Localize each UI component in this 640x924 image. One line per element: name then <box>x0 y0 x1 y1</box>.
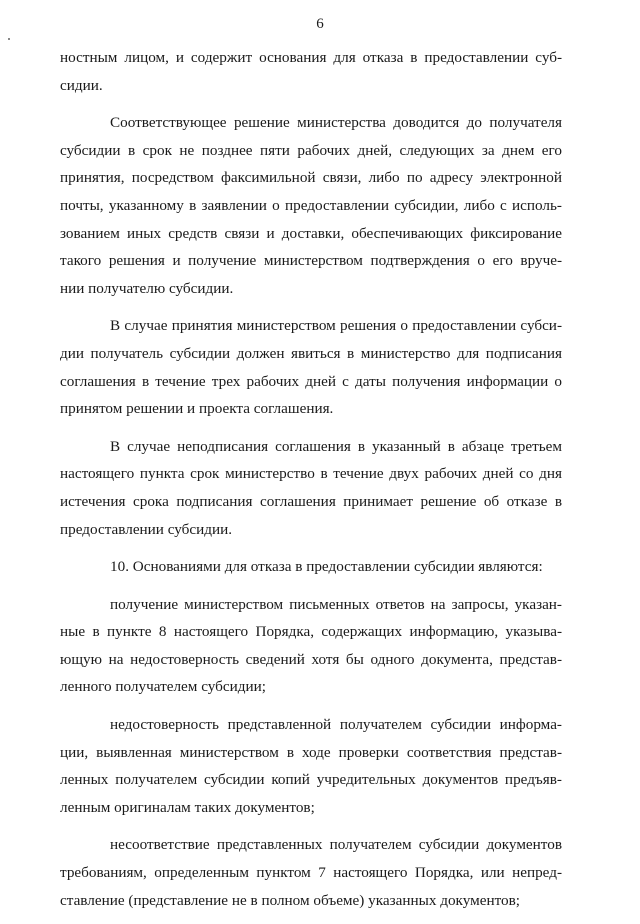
text-line: почты, указанному в заявлении о предоставлении субсидии, либо с исполь- <box>60 196 562 214</box>
text-line: настоящего пункта срок министерство в течение двух рабочих дней со дня <box>60 465 562 483</box>
text-line: истечения срока подписания соглашения принимает решение об отказе в <box>60 492 562 510</box>
document-body <box>60 44 562 924</box>
text-line: получение министерством письменных ответов на запросы, указан- <box>110 595 562 613</box>
text-line: ленным оригиналам таких документов; <box>60 798 315 816</box>
text-line: ностным лицом, и содержит основания для отказа в предоставлении суб- <box>60 49 562 66</box>
page-number: 6 <box>316 16 324 32</box>
text-line: такого решения и получение министерством подтверждения о его вруче- <box>60 252 562 270</box>
text-line: субсидии в срок не позднее пяти рабочих дней, следующих за днем его <box>60 141 562 159</box>
text-line: недостоверность представленной получателем субсидии информа- <box>110 716 562 734</box>
text-line: предоставлении субсидии. <box>60 520 233 538</box>
text-line: ленного получателем субсидии; <box>60 678 266 696</box>
paragraph <box>60 109 562 302</box>
text-line: сидии. <box>60 76 103 94</box>
paragraph <box>60 553 562 581</box>
text-line: принятом решении и проекта соглашения. <box>60 400 334 418</box>
paragraph <box>60 312 562 422</box>
text-line: 10. Основаниями для отказа в предоставлении субсидии являются: <box>110 558 543 576</box>
text-line: требованиям, определенным пунктом 7 настоящего Порядка, или непред- <box>60 864 562 882</box>
text-line: ции, выявленная министерством в ходе проверки соответствия представ- <box>60 743 562 761</box>
scan-speck <box>8 38 10 40</box>
text-line: несоответствие представленных получателем субсидии документов <box>110 836 562 854</box>
text-line: В случае принятия министерством решения о предоставлении субси- <box>110 317 562 335</box>
text-line: В случае неподписания соглашения в указанный в абзаце третьем <box>110 437 562 455</box>
text-line: зованием иных средств связи и доставки, обеспечивающих фиксирование <box>60 224 562 242</box>
text-line: принятия, посредством факсимильной связи, либо по адресу электронной <box>60 169 562 187</box>
paragraph <box>60 591 562 701</box>
text-line: ющую на недостоверность сведений хотя бы одного документа, представ- <box>60 650 562 668</box>
paragraph <box>60 44 562 99</box>
paragraph <box>60 711 562 821</box>
text-line: ставление (представление не в полном объеме) указанных документов; <box>60 891 520 909</box>
text-line: дии получатель субсидии должен явиться в министерство для подписания <box>60 344 562 362</box>
paragraph <box>60 433 562 543</box>
text-line: ные в пункте 8 настоящего Порядка, содержащих информацию, указыва- <box>60 623 562 641</box>
text-line: соглашения в течение трех рабочих дней с даты получения информации о <box>60 372 562 390</box>
text-line: Соответствующее решение министерства доводится до получателя <box>110 114 562 132</box>
text-line: нии получателю субсидии. <box>60 279 234 297</box>
paragraph <box>60 831 562 914</box>
text-line: ленных получателем субсидии копий учредительных документов предъяв- <box>60 771 562 789</box>
